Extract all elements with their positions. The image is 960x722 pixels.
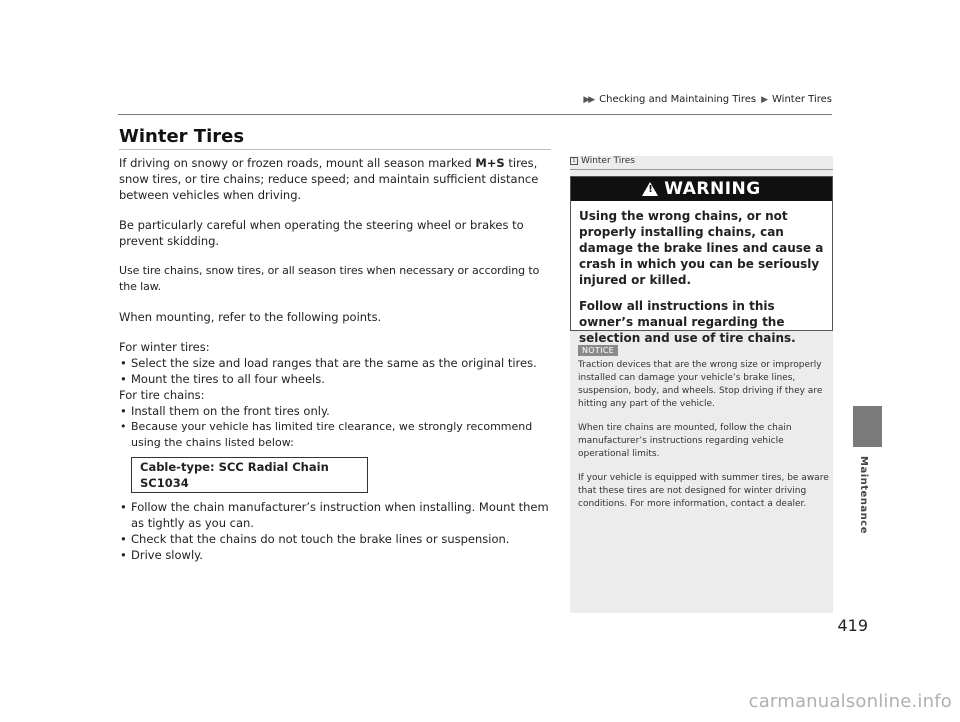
sidebar-heading (570, 156, 635, 166)
breadcrumb-arrow-icon: ▶▶ (583, 94, 594, 105)
winter-tires-list (119, 355, 559, 387)
list-item: • Select the size and load ranges that are the same as the original tires. (119, 355, 559, 371)
list-item: • Follow the chain manufacturer’s instruction when installing. Mount them as tightly as you can. (119, 499, 559, 531)
breadcrumb-separator-icon: ▶ (761, 94, 767, 105)
tire-chains-list-continued (119, 499, 559, 563)
breadcrumb-section[interactable]: Checking and Maintaining Tires (599, 94, 757, 105)
page-title: Winter Tires (119, 126, 245, 147)
recommended-chain-box: Cable-type: SCC Radial Chain SC1034 (131, 457, 368, 493)
breadcrumb-current: Winter Tires (772, 94, 832, 105)
list-item: • Mount the tires to all four wheels. (119, 371, 559, 387)
tire-chains-list (119, 403, 559, 451)
law-paragraph: Use tire chains, snow tires, or all season tires when necessary or according to the law. (119, 264, 540, 293)
winter-tires-heading: For winter tires: (119, 340, 210, 354)
sidebar-divider (570, 169, 833, 170)
notice-paragraph: Traction devices that are the wrong size or improperly installed can damage your vehicle’s brake lines, suspension, body, and wheels. Stop driving if they are hitting any part of the vehicle. (578, 360, 823, 409)
sidebar-notes (570, 156, 833, 613)
main-content (119, 155, 559, 563)
notice-paragraph: If your vehicle is equipped with summer tires, be aware that these tires are not designed for winter driving conditions. For more information, contact a dealer. (578, 473, 829, 509)
watermark: carmanualsonline.info (748, 691, 952, 712)
notice-text (578, 359, 830, 522)
warning-paragraph: Follow all instructions in this owner’s manual regarding the selection and use of tire chains. (579, 299, 796, 345)
list-item: • Drive slowly. (119, 547, 559, 563)
ms-marking: M+S (475, 156, 505, 170)
warning-header (571, 177, 832, 201)
notice-badge: NOTICE (578, 345, 618, 356)
warning-text (571, 201, 832, 346)
title-divider (119, 149, 551, 150)
intro-paragraph: If driving on snowy or frozen roads, mount all season marked M+S tires, snow tires, or tire chains; reduce speed; and maintain sufficient distance between vehicles when driving. (119, 156, 539, 202)
tire-chains-heading: For tire chains: (119, 388, 205, 402)
page-number: 419 (837, 616, 868, 635)
breadcrumb (583, 94, 832, 105)
notice-paragraph: When tire chains are mounted, follow the chain manufacturer’s instructions regarding vehicle operational limits. (578, 423, 792, 459)
list-item: • Because your vehicle has limited tire clearance, we strongly recommend using the chains listed below: (119, 419, 559, 451)
warning-box (570, 176, 833, 345)
mounting-paragraph: When mounting, refer to the following points. (119, 310, 382, 324)
warning-label: WARNING (664, 179, 761, 199)
sidebar-heading-label[interactable]: Winter Tires (581, 156, 635, 166)
section-tab-label: Maintenance (858, 456, 869, 535)
list-item: • Install them on the front tires only. (119, 403, 559, 419)
section-tab (853, 406, 882, 447)
skidding-paragraph: Be particularly careful when operating the steering wheel or brakes to prevent skidding. (119, 218, 524, 248)
header-divider (118, 114, 832, 115)
warning-paragraph: Using the wrong chains, or not properly installing chains, can damage the brake lines and cause a crash in which you can be seriously injured or killed. (579, 209, 824, 287)
warning-triangle-icon: ! (642, 182, 658, 196)
list-item: • Check that the chains do not touch the brake lines or suspension. (119, 531, 559, 547)
reference-icon: 1 (570, 157, 578, 165)
